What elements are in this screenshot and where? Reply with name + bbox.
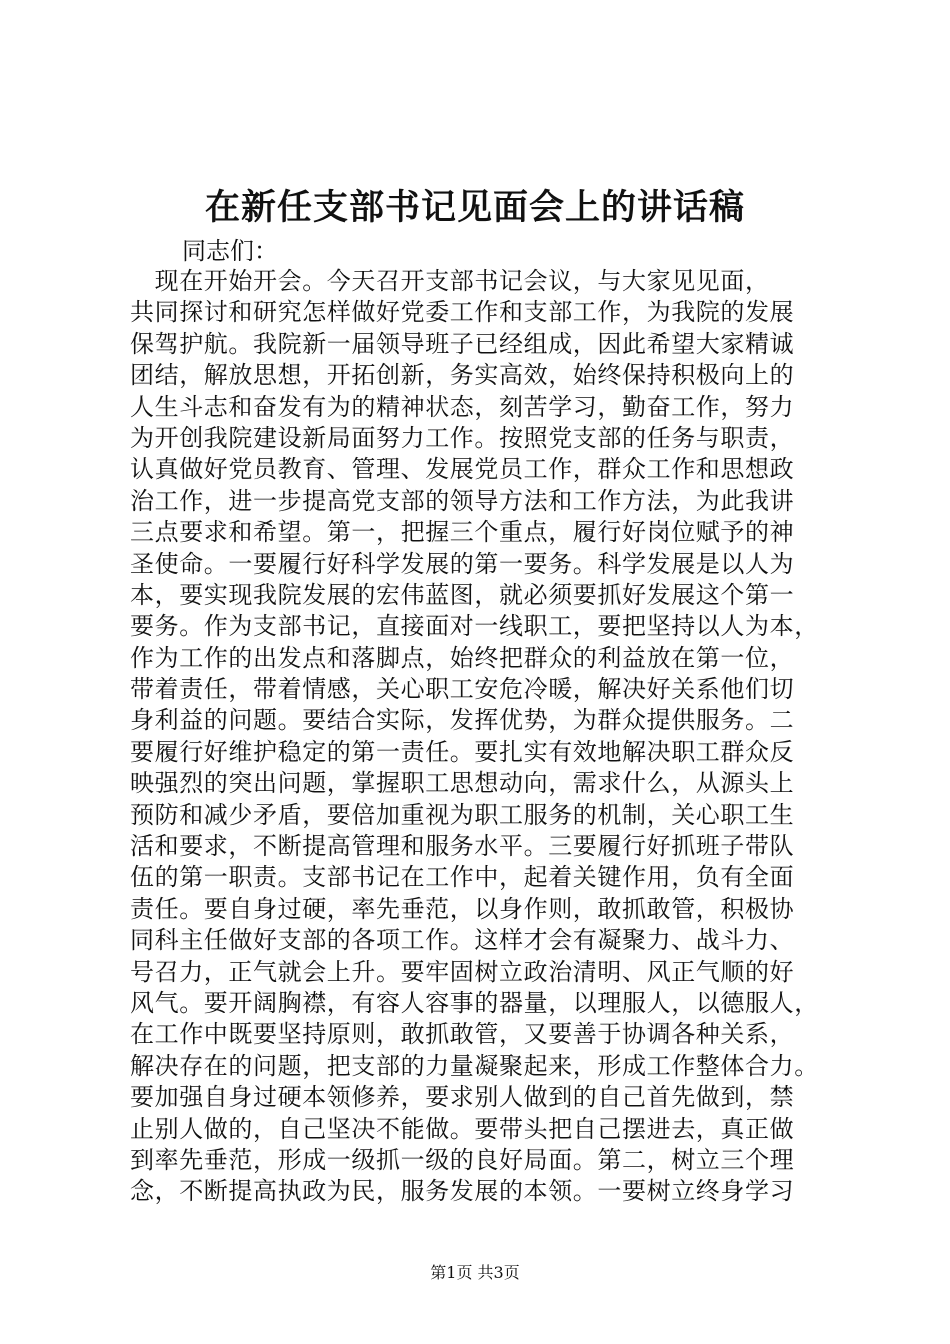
text-line: 到率先垂范，形成一级抓一级的良好局面。第二，树立三个理 xyxy=(130,1145,795,1174)
text-line: 映强烈的突出问题，掌握职工思想动向，需求什么，从源头上 xyxy=(130,769,795,798)
salutation: 同志们： xyxy=(182,237,278,265)
text-line: 现在开始开会。今天召开支部书记会议，与大家见见面， xyxy=(130,267,770,295)
text-line: 在工作中既要坚持原则，敢抓敢管，又要善于协调各种关系， xyxy=(130,1020,795,1049)
text-line: 人生斗志和奋发有为的精神状态，刻苦学习，勤奋工作，努力 xyxy=(130,392,795,421)
text-line: 认真做好党员教育、管理、发展党员工作，群众工作和思想政 xyxy=(130,455,795,484)
text-line: 要加强自身过硬本领修养，要求别人做到的自己首先做到，禁 xyxy=(130,1083,795,1112)
text-line: 保驾护航。我院新一届领导班子已经组成，因此希望大家精诚 xyxy=(130,329,795,358)
text-line: 本，要实现我院发展的宏伟蓝图，就必须要抓好发展这个第一 xyxy=(130,580,795,609)
text-line: 伍的第一职责。支部书记在工作中，起着关键作用，负有全面 xyxy=(130,863,795,892)
text-line: 带着责任，带着情感，关心职工安危冷暖，解决好关系他们切 xyxy=(130,675,795,704)
text-line: 团结，解放思想，开拓创新，务实高效，始终保持积极向上的 xyxy=(130,361,795,390)
text-line: 圣使命。一要履行好科学发展的第一要务。科学发展是以人为 xyxy=(130,549,795,578)
page-footer: 第1页 共3页 xyxy=(430,1263,520,1282)
text-line: 念，不断提高执政为民，服务发展的本领。一要树立终身学习 xyxy=(130,1177,795,1206)
text-line: 责任。要自身过硬，率先垂范，以身作则，敢抓敢管，积极协 xyxy=(130,894,795,923)
text-line: 身利益的问题。要结合实际，发挥优势，为群众提供服务。二 xyxy=(130,706,795,735)
text-line: 风气。要开阔胸襟，有容人容事的器量，以理服人，以德服人， xyxy=(130,988,819,1017)
document-title: 在新任支部书记见面会上的讲话稿 xyxy=(204,187,745,228)
text-line: 共同探讨和研究怎样做好党委工作和支部工作，为我院的发展 xyxy=(130,298,795,327)
text-line: 解决存在的问题，把支部的力量凝聚起来，形成工作整体合力。 xyxy=(130,1051,819,1080)
text-line: 同科主任做好支部的各项工作。这样才会有凝聚力、战斗力、 xyxy=(130,926,795,955)
text-line: 作为工作的出发点和落脚点，始终把群众的利益放在第一位， xyxy=(130,643,795,672)
text-line: 活和要求，不断提高管理和服务水平。三要履行好抓班子带队 xyxy=(130,832,795,861)
text-line: 止别人做的，自己坚决不能做。要带头把自己摆进去，真正做 xyxy=(130,1114,795,1143)
text-line: 治工作，进一步提高党支部的领导方法和工作方法，为此我讲 xyxy=(130,486,795,515)
text-line: 三点要求和希望。第一，把握三个重点，履行好岗位赋予的神 xyxy=(130,518,795,547)
text-line: 预防和减少矛盾，要倍加重视为职工服务的机制，关心职工生 xyxy=(130,800,795,829)
text-line: 为开创我院建设新局面努力工作。按照党支部的任务与职责， xyxy=(130,423,795,452)
body-text xyxy=(130,266,850,1208)
text-line: 要务。作为支部书记，直接面对一线职工，要把坚持以人为本， xyxy=(130,612,819,641)
text-line: 号召力，正气就会上升。要牢固树立政治清明、风正气顺的好 xyxy=(130,957,795,986)
text-line: 要履行好维护稳定的第一责任。要扎实有效地解决职工群众反 xyxy=(130,737,795,766)
